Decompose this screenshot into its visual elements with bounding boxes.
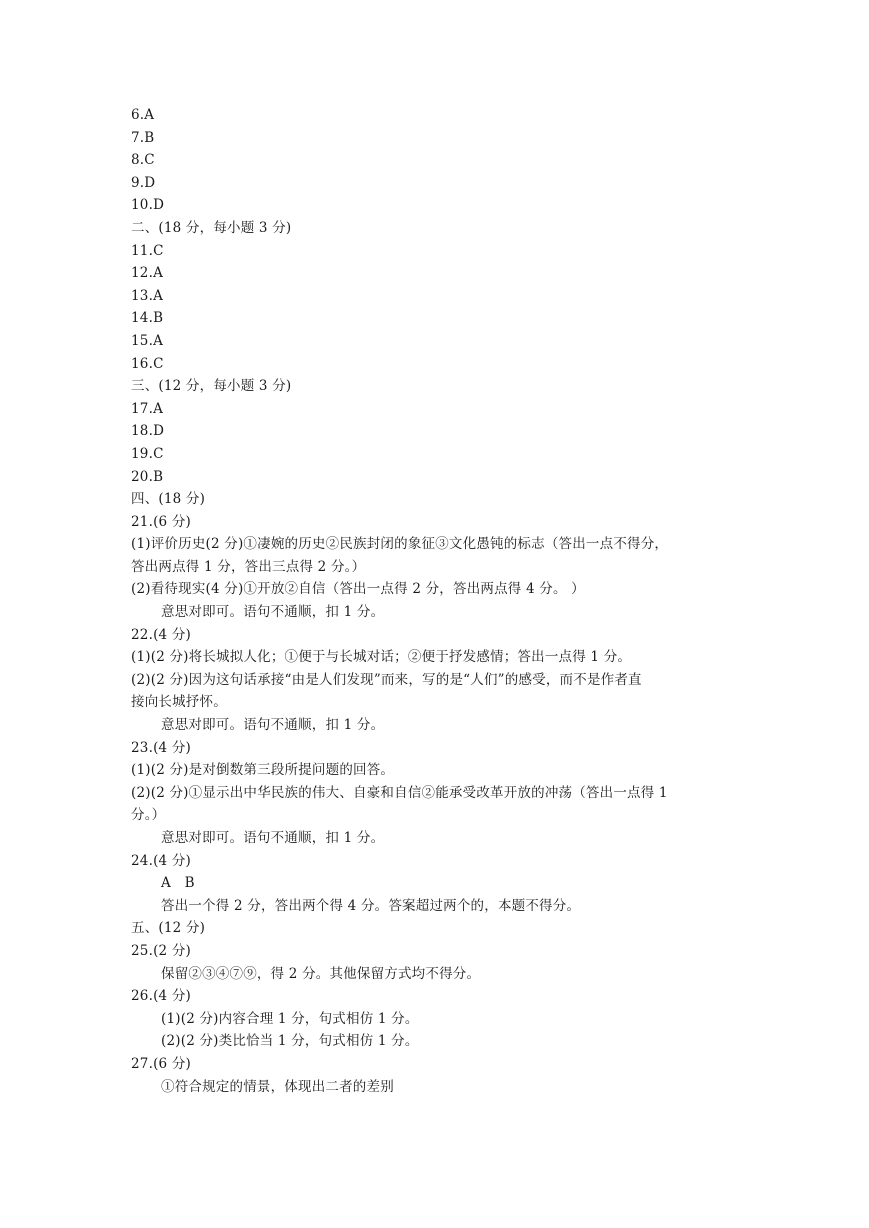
- text-line: 分。）: [131, 807, 166, 824]
- text-line: 11.C: [131, 242, 164, 259]
- text-line: 意思对即可。语句不通顺，扣 1 分。: [161, 830, 385, 846]
- text-line: (2)(2 分)类比恰当 1 分，句式相仿 1 分。: [161, 1033, 419, 1050]
- text-line: 三、(12 分，每小题 3 分): [131, 378, 292, 395]
- text-line: 答出一个得 2 分，答出两个得 4 分。答案超过两个的，本题不得分。: [161, 897, 581, 914]
- text-line: 12.A: [131, 265, 164, 282]
- text-line: (1)评价历史(2 分)①凄婉的历史②民族封闭的象征③文化愚钝的标志（答出一点不得分，: [131, 536, 669, 553]
- text-line: 意思对即可。语句不通顺，扣 1 分。: [161, 717, 385, 734]
- text-line: 25.(2 分): [131, 942, 191, 959]
- text-line: 8.C: [131, 152, 155, 169]
- text-line: ①符合规定的情景，体现出二者的差别: [161, 1078, 394, 1095]
- text-line: 26.(4 分): [131, 988, 191, 1005]
- text-line: 四、(18 分): [131, 491, 206, 508]
- text-line: 答出两点得 1 分，答出三点得 2 分。）: [131, 558, 366, 575]
- text-line: (2)(2 分)因为这句话承接“由是人们发现”而来，写的是“人们”的感受，而不是作者直: [131, 671, 642, 688]
- text-line: 21.(6 分): [131, 513, 191, 530]
- text-line: 7.B: [131, 129, 155, 146]
- text-line: 14.B: [131, 310, 164, 327]
- text-line: 6.A: [131, 107, 155, 123]
- text-line: 10.D: [131, 197, 165, 214]
- text-line: 五、(12 分): [131, 920, 206, 937]
- text-line: (1)(2 分)是对倒数第三段所提问题的回答。: [131, 762, 395, 779]
- text-line: 22.(4 分): [131, 626, 191, 643]
- text-line: (2)看待现实(4 分)①开放②自信（答出一点得 2 分，答出两点得 4 分。 ）: [131, 581, 585, 598]
- text-line: (1)(2 分)将长城拟人化；①便于与长城对话；②便于抒发感情；答出一点得 1 分。: [131, 649, 632, 666]
- text-line: 保留②③④⑦⑨，得 2 分。其他保留方式均不得分。: [161, 965, 481, 982]
- text-line: 27.(6 分): [131, 1055, 191, 1072]
- text-line: 9.D: [131, 174, 156, 191]
- text-line: 16.C: [131, 355, 164, 372]
- text-line: (1)(2 分)内容合理 1 分，句式相仿 1 分。: [161, 1010, 419, 1027]
- text-line: (2)(2 分)①显示出中华民族的伟大、自豪和自信②能承受改革开放的冲荡（答出一点得 1: [131, 784, 668, 801]
- text-line: 接向长城抒怀。: [131, 694, 227, 711]
- text-line: A B: [161, 875, 195, 892]
- text-line: 二、(18 分，每小题 3 分): [131, 219, 292, 236]
- text-line: 13.A: [131, 287, 164, 304]
- text-line: 17.A: [131, 400, 164, 417]
- text-line: 23.(4 分): [131, 739, 191, 756]
- text-line: 19.C: [131, 445, 164, 462]
- text-line: 24.(4 分): [131, 852, 191, 869]
- text-line: 20.B: [131, 468, 164, 485]
- text-line: 意思对即可。语句不通顺，扣 1 分。: [161, 604, 385, 621]
- text-line: 15.A: [131, 332, 164, 349]
- text-line: 18.D: [131, 423, 165, 440]
- answer-key-document: [131, 104, 731, 1098]
